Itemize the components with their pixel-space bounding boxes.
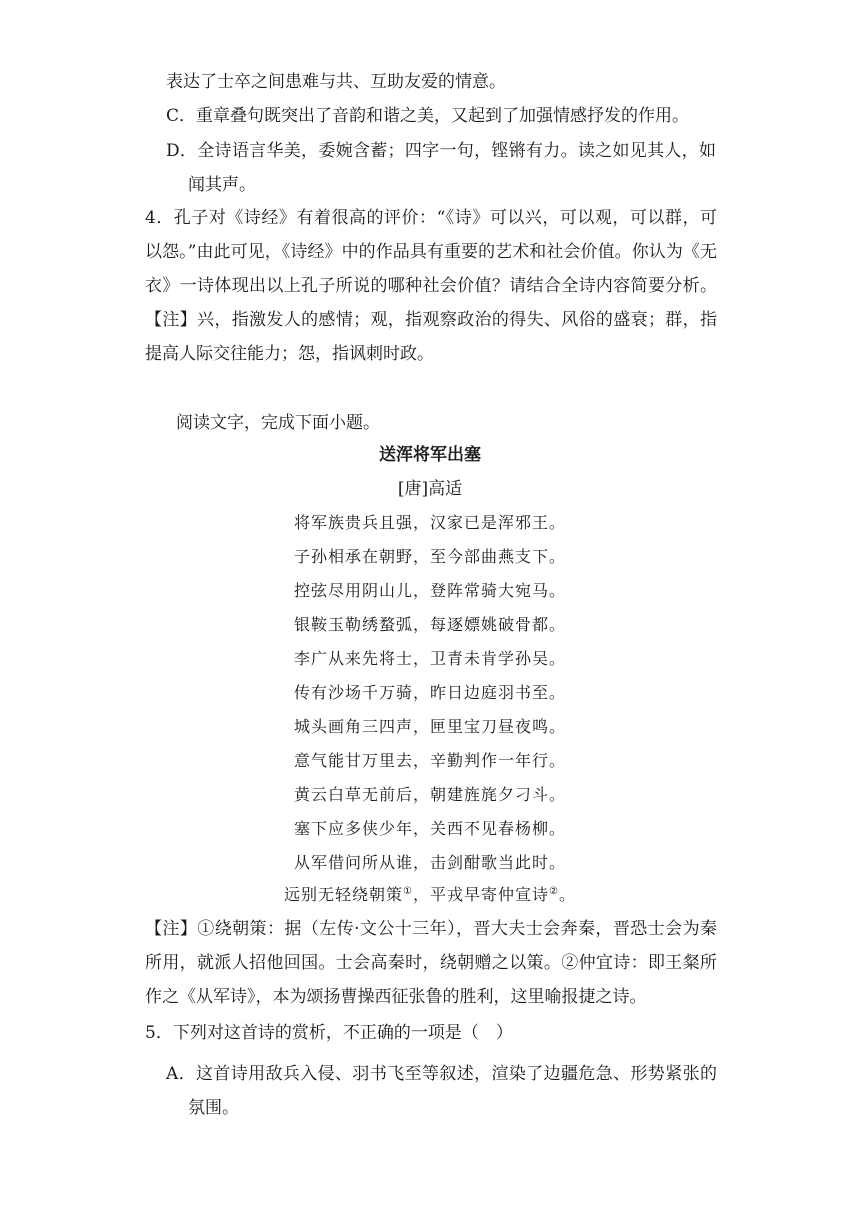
poem-last-line (0, 884, 860, 906)
poem-note-line1: 【注】①绕朝策：据（左传·文公十三年），晋大夫士会奔秦，晋恐士会为秦 (145, 919, 717, 939)
question-4-line2: 以怨。”由此可见，《诗经》中的作品具有重要的艺术和社会价值。你认为《无 (145, 242, 717, 262)
question-5-option-a-line2: 氛围。 (188, 1098, 239, 1118)
footnote-marker-1: ① (403, 886, 413, 897)
option-d-line2: 闻其声。 (188, 175, 256, 195)
poem-line: 黄云白草无前后，朝建旌旄夕刁斗。 (293, 785, 566, 804)
poem-line: 从军借问所从谁，击剑酣歌当此时。 (293, 853, 566, 872)
poem-note-line3: 作之《从军诗》，本为颂扬曹操西征张鲁的胜利，这里喻报捷之诗。 (145, 987, 647, 1007)
poem-line: 李广从来先将士，卫青未肯学孙吴。 (293, 649, 566, 668)
question-5-stem: 5．下列对这首诗的赏析，不正确的一项是（ ） (145, 1023, 513, 1043)
poem-line: 银鞍玉勒绣蝥弧，每逐嫖姚破骨都。 (293, 615, 566, 634)
poem-last-line-part1: 远别无轻绕朝策 (284, 885, 404, 904)
option-c: C．重章叠句既突出了音韵和谐之美，又起到了加强情感抒发的作用。 (166, 106, 690, 126)
footnote-marker-2: ② (549, 886, 559, 897)
poem-last-line-part2: ，平戎早寄仲宣诗 (412, 885, 549, 904)
poem-line: 塞下应多侠少年，关西不见春杨柳。 (293, 819, 566, 838)
reading-intro: 阅读文字，完成下面小题。 (176, 413, 380, 433)
poem-line: 城头画角三四声，匣里宝刀昼夜鸣。 (293, 717, 566, 736)
question-4-line3: 衣》一诗体现出以上孔子所说的哪种社会价值？请结合全诗内容简要分析。 (145, 276, 717, 296)
option-d-line1: D．全诗语言华美，委婉含蓄；四字一句，铿锵有力。读之如见其人，如 (166, 141, 716, 161)
poem-line: 控弦尽用阴山儿，登阵常骑大宛马。 (293, 581, 566, 600)
poem-line: 传有沙场千万骑，昨日边庭羽书至。 (293, 683, 566, 702)
question-4-note-line1: 【注】兴，指激发人的感情；观，指观察政治的得失、风俗的盛衰；群，指 (145, 310, 717, 330)
poem-title: 送浑将军出塞 (379, 445, 481, 465)
option-b-continuation: 表达了士卒之间患难与共、互助友爱的情意。 (166, 72, 506, 92)
poem-last-line-part3: 。 (558, 885, 576, 904)
question-4-line1: 4．孔子对《诗经》有着很高的评价：“《诗》可以兴，可以观，可以群，可 (145, 208, 717, 228)
poem-author: [唐]高适 (397, 479, 463, 499)
poem-line: 将军族贵兵且强，汉家已是浑邪王。 (293, 513, 566, 532)
poem-line: 子孙相承在朝野，至今部曲燕支下。 (293, 547, 566, 566)
question-5-option-a-line1: A．这首诗用敌兵入侵、羽书飞至等叙述，渲染了边疆危急、形势紧张的 (166, 1064, 717, 1084)
poem-note-line2: 所用，就派人招他回国。士会高秦时，绕朝赠之以策。②仲宜诗：即王粲所 (145, 953, 717, 973)
poem-line: 意气能甘万里去，辛勤判作一年行。 (293, 751, 566, 770)
question-4-note-line2: 提高人际交往能力；怨，指讽刺时政。 (145, 344, 434, 364)
